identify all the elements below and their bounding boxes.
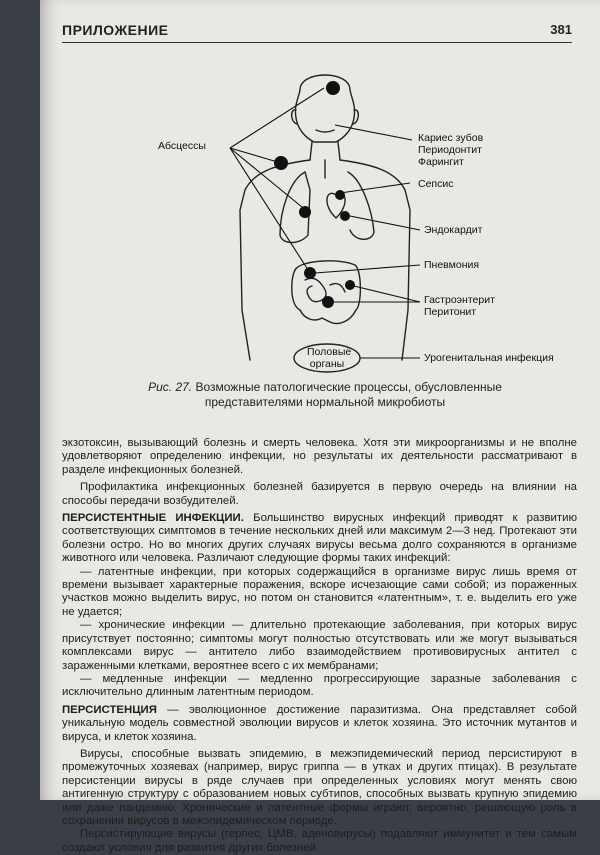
term-persistent-infections: ПЕРСИСТЕНТНЫЕ ИНФЕКЦИИ. <box>62 512 244 525</box>
running-head <box>62 20 572 43</box>
paragraph-2: Профилактика инфекционных болезней базируется в первую очередь на влиянии на способы передачи возбудителей. <box>62 481 577 507</box>
dot-heart <box>335 190 345 200</box>
label-pneumonia: Пневмония <box>424 259 480 271</box>
small-intestine <box>305 278 326 301</box>
neck-left <box>310 142 312 160</box>
term-persistence: ПЕРСИСТЕНЦИЯ <box>62 703 157 716</box>
dot-intestine-right <box>345 280 355 290</box>
paragraph-5: Вирусы, способные вызвать эпидемию, в межэпидемический период персистируют в промежуточных хозяевах (например, вирус гриппа — в утках и других птицах). В результате персистенции вирусы в ряде случаев при определенных условиях могут менять свою антигенную структуру с образованием новых субтипов, способных вызвать крупную эпидемию или даже пандемию. Хронические и латентные формы играют, вероятно, решающую роль в сохранении вирусов в межэпидемическом периоде. <box>62 747 577 827</box>
dot-intestine <box>322 296 334 308</box>
label-urogenital: Урогенитальная инфекция <box>424 352 554 364</box>
small-intestine-2 <box>330 284 345 292</box>
label-periodontitis: Периодонтит <box>418 144 482 156</box>
dot-lung <box>299 206 311 218</box>
right-lung <box>348 172 374 239</box>
paragraph-6: Персистирующие вирусы (герпес, ЦМВ, аденовирусы) подавляют иммунитет и тем самым создают условия для развития других болезней. <box>62 828 577 854</box>
figure-caption <box>100 380 550 410</box>
caption-text: Возможные патологические процессы, обусловленные представителями нормальной микробиоты <box>195 380 502 409</box>
neck-right <box>338 142 340 160</box>
mouth <box>316 130 334 132</box>
paragraph-4-text: — эволюционное достижение паразитизма. Она представляет собой уникальную модель совместной эволюции вирусов и клеток хозяина. Это источник мутантов и вируса, и клеток хозяина. <box>62 703 577 743</box>
list-item-latent: — латентные инфекции, при которых содержащийся в организме вирус лишь время от времени вызывает характерные поражения, вскоре исчезающие сами собой; из пораженных участков можно выделить вирус, но потом он становится «латентным», т. е. выделить его уже не удается; <box>62 565 577 618</box>
colon-left <box>292 270 300 310</box>
dot-colon <box>304 267 316 279</box>
label-endocarditis: Эндокардит <box>424 224 483 236</box>
label-genitals-line2: органы <box>309 358 345 370</box>
colon-lower <box>300 310 356 324</box>
list-item-chronic: — хронические инфекции — длительно протекающие заболевания, при которых вирус присутствует постоянно; симптомы могут полностью отсутствовать или же могут вызываться комплексами вирус — антитело либо взаимодействием противовирусных антител с зараженными клетками, вероятнее всего с их мембранами; <box>62 619 577 672</box>
body-text <box>62 437 577 855</box>
torso-left <box>240 160 310 360</box>
paragraph-3-text: Большинство вирусных инфекций приводят к развитию соответствующих симптомов в течение нескольких дней или максимум 2—3 нед. Протекают эти болезни остро. Но во многих других случаях вирусы весьма долго сохраняются в организме животного или человека. Различают следующие формы таких инфекций: <box>62 512 577 565</box>
dot-endocard <box>340 211 350 221</box>
label-sepsis: Сепсис <box>418 178 454 190</box>
label-genitals <box>307 346 352 370</box>
page-number: 381 <box>550 22 572 37</box>
book-page <box>40 0 600 854</box>
label-caries: Кариес зубов <box>418 132 484 144</box>
list-item-slow: — медленные инфекции — медленно прогрессирующие заразные заболевания с исключительно длинным латентным периодом. <box>62 672 577 699</box>
label-pharyngitis: Фарингит <box>418 156 464 168</box>
body-diagram <box>100 60 580 390</box>
section-title: ПРИЛОЖЕНИЕ <box>62 22 169 38</box>
caption-number: Рис. 27. <box>148 380 193 394</box>
label-abscesses: Абсцессы <box>158 140 206 152</box>
paragraph-3 <box>62 512 577 566</box>
paragraph-4 <box>62 704 577 744</box>
paragraph-1: экзотоксин, вызывающий болезнь и смерть человека. Хотя эти микроорганизмы и не вполне удовлетворяют определению инфекции, но результаты их деятельности рассматривают в разделе инфекционных болезней. <box>62 437 577 476</box>
body-diagram-figure <box>100 60 580 390</box>
label-genitals-line1: Половые <box>307 346 352 358</box>
label-peritonitis: Перитонит <box>424 306 477 318</box>
torso-right <box>340 160 410 360</box>
label-gastroenteritis: Гастроэнтерит <box>424 294 495 306</box>
dot-shoulder <box>274 156 288 170</box>
dot-head <box>326 81 340 95</box>
